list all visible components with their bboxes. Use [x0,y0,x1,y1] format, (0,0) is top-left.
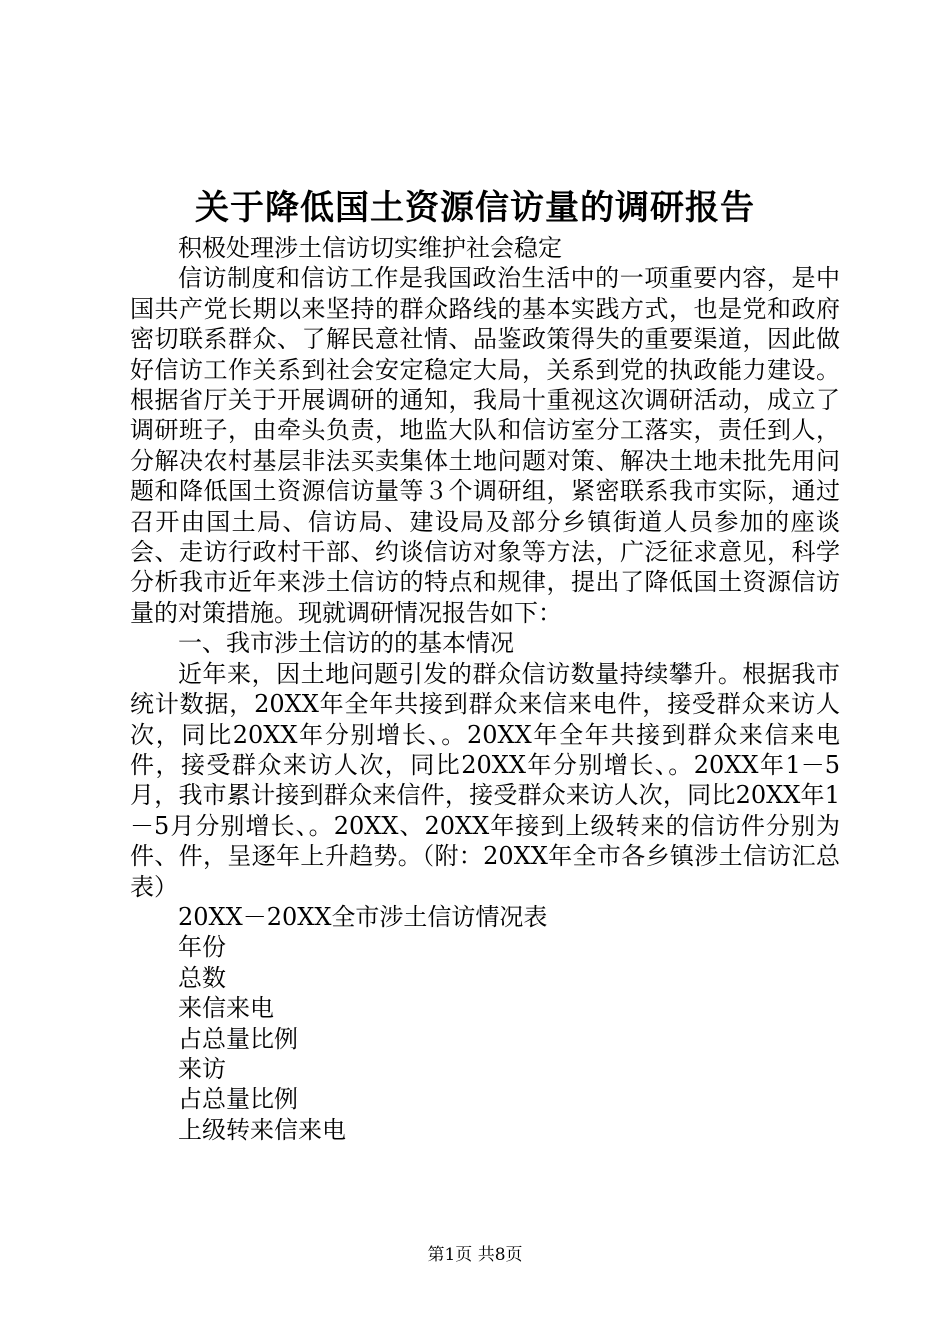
table-header-item: 总数 [178,963,226,992]
intro-paragraph: 信访制度和信访工作是我国政治生活中的一项重要内容，是中国共产党长期以来坚持的群众路线的基本实践方式，也是党和政府密切联系群众、了解民意社情、品鉴政策得失的重要渠道，因此做好信访工作关系到社会安定稳定大局，关系到党的执政能力建设。根据省厅关于开展调研的通知，我局十重视这次调研活动，成立了调研班子，由牵头负责，地监大队和信访室分工落实，责任到人，分解决农村基层非法买卖集体土地问题对策、解决土地未批先用问题和降低国土资源信访量等３个调研组，紧密联系我市实际，通过召开由国土局、信访局、建设局及部分乡镇街道人员参加的座谈会、走访行政村干部、约谈信访对象等方法，广泛征求意见，科学分析我市近年来涉土信访的特点和规律，提出了降低国土资源信访量的对策措施。现就调研情况报告如下： [130,264,840,627]
document-subtitle: 积极处理涉土信访切实维护社会稳定 [178,234,562,262]
table-header-item: 上级转来信来电 [178,1115,346,1144]
section-paragraph: 近年来，因土地问题引发的群众信访数量持续攀升。根据我市统计数据，20XX年全年共接到群众来信来电件，接受群众来访人次，同比20XX年分别增长、。20XX年全年共接到群众来信来电件，接受群众来访人次，同比20XX年分别增长、。20XX年1－5月，我市累计接到群众来信件，接受群众来访人次，同比20XX年1－5月分别增长、。20XX、20XX年接到上级转来的信访件分别为件、件，呈逐年上升趋势。（附：20XX年全市各乡镇涉土信访汇总表） [130,659,840,901]
table-header-item: 占总量比例 [178,1085,298,1114]
document-title: 关于降低国土资源信访量的调研报告 [195,188,755,228]
page-footer: 第1页 共8页 [427,1245,523,1265]
document-body [130,233,840,1145]
table-header-item: 年份 [178,933,226,962]
table-header-item: 来访 [178,1054,226,1083]
table-header-item: 占总量比例 [178,1024,298,1053]
section-heading: 一、我市涉土信访的的基本情况 [178,629,514,658]
table-title: 20XX－20XX全市涉土信访情况表 [178,902,548,931]
table-header-item: 来信来电 [178,994,274,1023]
